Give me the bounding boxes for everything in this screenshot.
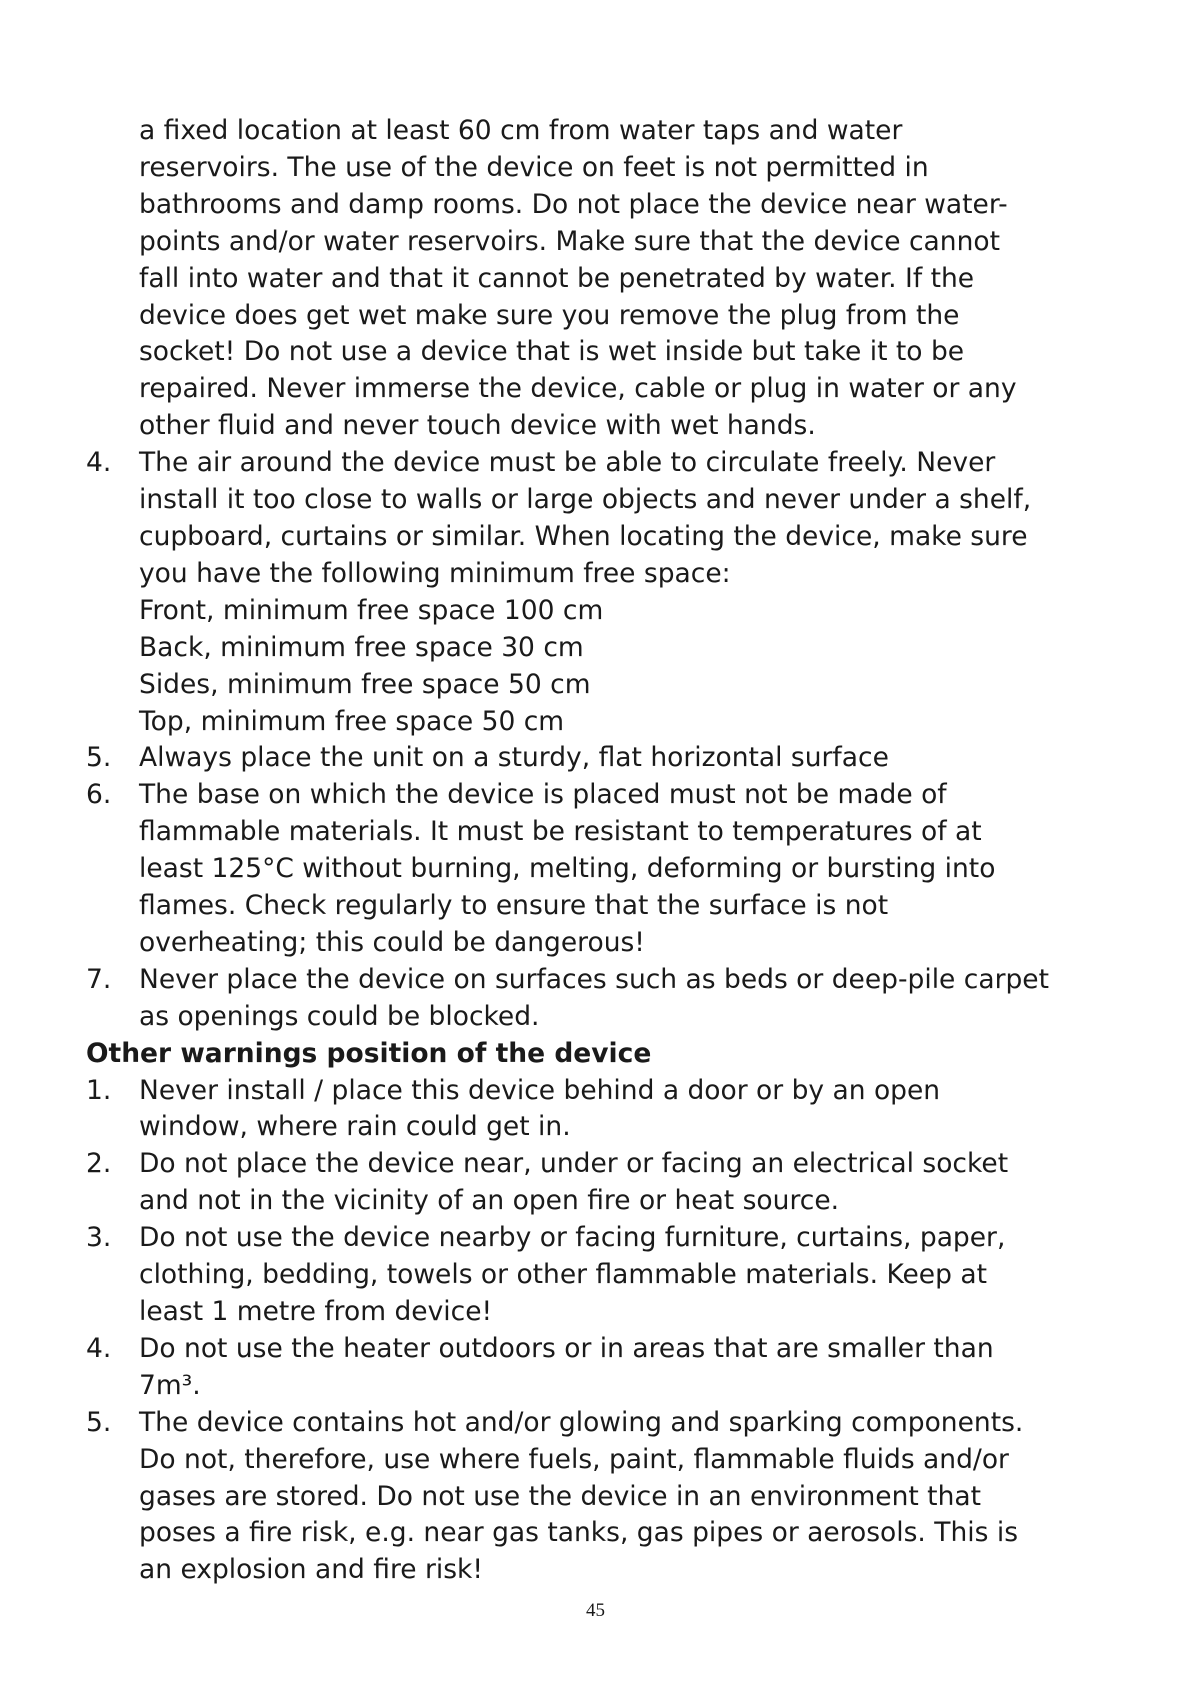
text-line: as openings could be blocked.: [139, 1000, 540, 1032]
text-line: an explosion and fire risk!: [139, 1554, 484, 1586]
text-line: Do not use the device nearby or facing furniture, curtains, paper,: [139, 1222, 1006, 1254]
text-line: Do not place the device near, under or facing an electrical socket: [139, 1148, 1009, 1180]
text-line: cupboard, curtains or similar. When locating the device, make sure: [139, 520, 1028, 552]
list-item-number: 5.: [86, 1406, 112, 1438]
text-line: least 125°C without burning, melting, deforming or bursting into: [139, 853, 996, 885]
list-item: [86, 445, 1126, 740]
text-line: Do not, therefore, use where fuels, paint, flammable fluids and/or: [139, 1443, 1009, 1475]
text-line: Sides, minimum free space 50 cm: [139, 668, 591, 700]
text-line: Do not use the heater outdoors or in areas that are smaller than: [139, 1332, 994, 1364]
text-line: Always place the unit on a sturdy, flat horizontal surface: [139, 742, 889, 774]
section-heading: Other warnings position of the device: [86, 1037, 652, 1069]
text-line: socket! Do not use a device that is wet inside but take it to be: [139, 336, 965, 368]
list-item: [86, 1073, 1126, 1147]
text-line: fall into water and that it cannot be penetrated by water. If the: [139, 262, 975, 294]
list-item-number: 6.: [86, 779, 112, 811]
text-line: bathrooms and damp rooms. Do not place the device near water-: [139, 188, 1008, 220]
text-line: The device contains hot and/or glowing and sparking components.: [139, 1406, 1024, 1438]
text-line: points and/or water reservoirs. Make sure that the device cannot: [139, 225, 1000, 257]
text-line: repaired. Never immerse the device, cable or plug in water or any: [139, 373, 1017, 405]
text-line: install it too close to walls or large objects and never under a shelf,: [139, 484, 1032, 516]
text-line: other fluid and never touch device with wet hands.: [139, 410, 816, 442]
text-line: you have the following minimum free space:: [139, 557, 731, 589]
list-item: [86, 777, 1126, 962]
continued-paragraph: [86, 113, 1126, 445]
text-line: a fixed location at least 60 cm from water taps and water: [139, 115, 903, 146]
text-line: and not in the vicinity of an open fire or heat source.: [139, 1185, 840, 1217]
text-line: reservoirs. The use of the device on feet is not permitted in: [139, 151, 929, 183]
text-line: overheating; this could be dangerous!: [139, 926, 645, 958]
placement-warnings-list: [86, 445, 1126, 1036]
list-item: [86, 1331, 1126, 1405]
text-line: poses a fire risk, e.g. near gas tanks, gas pipes or aerosols. This is: [139, 1517, 1019, 1549]
page-content: [86, 113, 1126, 1589]
list-item-number: 1.: [86, 1074, 112, 1106]
text-line: 7m³.: [139, 1369, 201, 1401]
list-item: [86, 1220, 1126, 1331]
text-line: Never install / place this device behind a door or by an open: [139, 1074, 941, 1106]
list-item-number: 3.: [86, 1222, 112, 1254]
text-line: Front, minimum free space 100 cm: [139, 594, 604, 626]
text-line: Back, minimum free space 30 cm: [139, 631, 584, 663]
list-item: [86, 1146, 1126, 1220]
list-item: [86, 740, 1126, 777]
other-warnings-list: [86, 1073, 1126, 1590]
text-line: The base on which the device is placed must not be made of: [139, 779, 947, 811]
list-item-number: 2.: [86, 1148, 112, 1180]
text-line: gases are stored. Do not use the device in an environment that: [139, 1480, 981, 1512]
list-item-number: 5.: [86, 742, 112, 774]
list-item-number: 4.: [86, 447, 112, 479]
text-line: flammable materials. It must be resistant to temperatures of at: [139, 816, 982, 848]
list-item: [86, 962, 1126, 1036]
text-line: flames. Check regularly to ensure that the surface is not: [139, 890, 889, 922]
text-line: device does get wet make sure you remove the plug from the: [139, 299, 960, 331]
list-item-number: 7.: [86, 963, 112, 995]
text-line: Top, minimum free space 50 cm: [139, 705, 565, 737]
page-number: 45: [586, 1600, 605, 1621]
text-line: window, where rain could get in.: [139, 1111, 571, 1143]
text-line: Never place the device on surfaces such as beds or deep-pile carpet: [139, 963, 1050, 995]
text-line: The air around the device must be able to circulate freely. Never: [139, 447, 996, 479]
list-item: [86, 1405, 1126, 1590]
text-line: clothing, bedding, towels or other flammable materials. Keep at: [139, 1259, 987, 1291]
list-item-number: 4.: [86, 1332, 112, 1364]
text-line: least 1 metre from device!: [139, 1296, 493, 1327]
